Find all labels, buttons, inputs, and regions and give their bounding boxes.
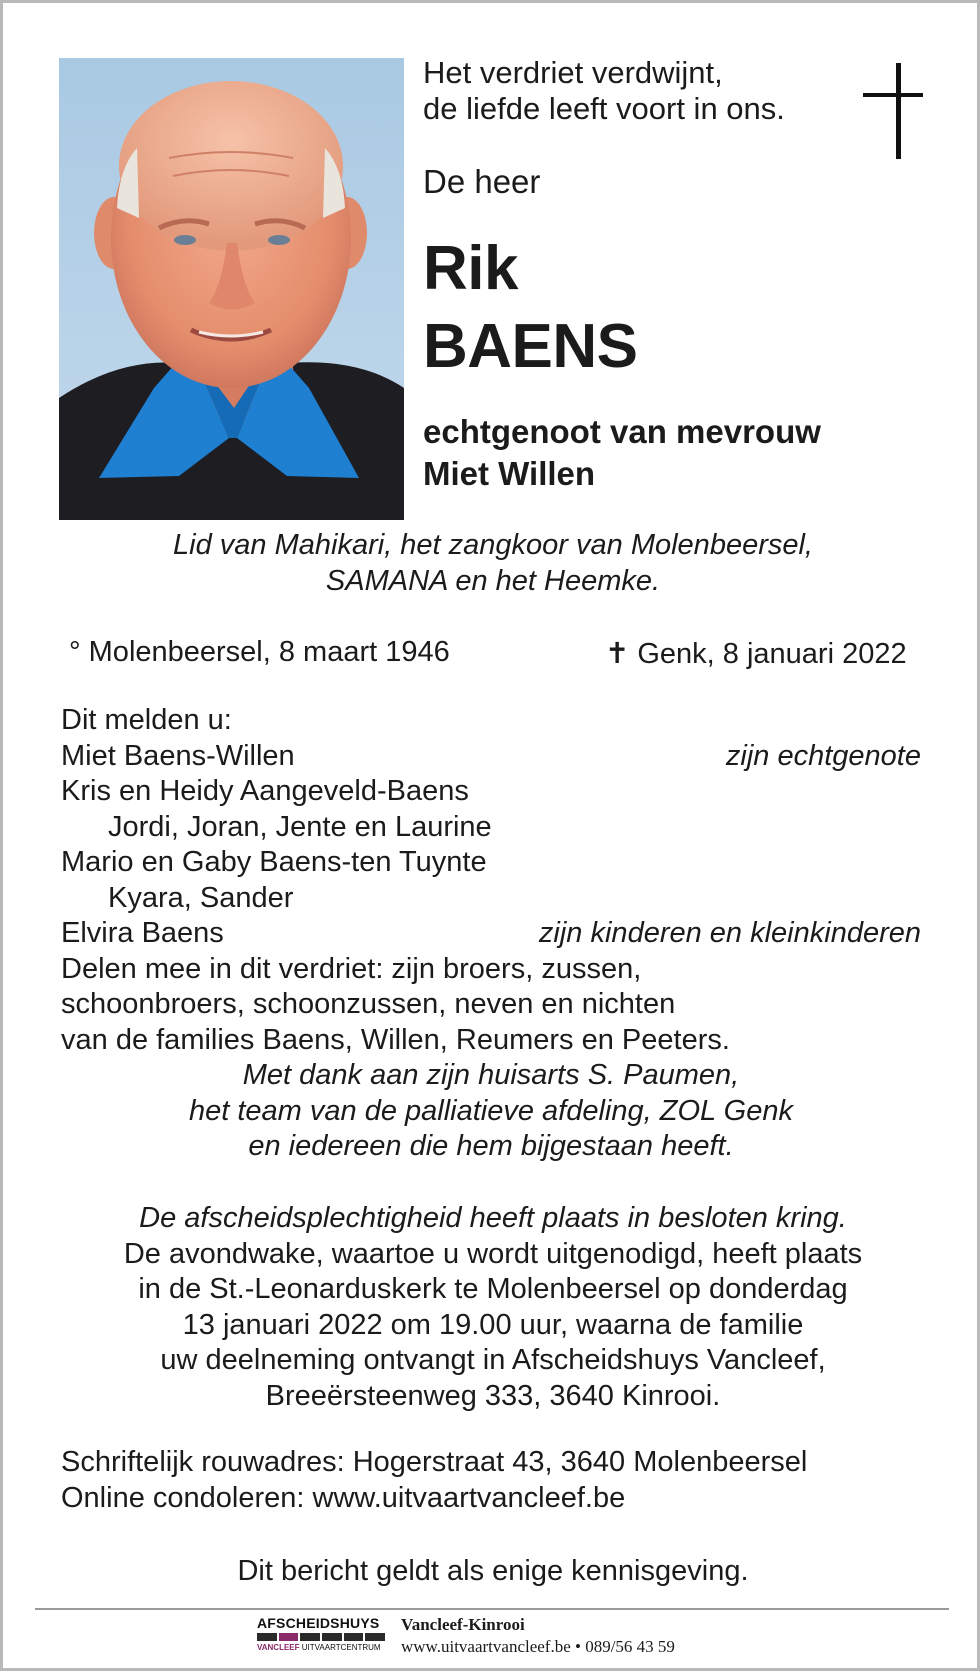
divider <box>35 1608 949 1610</box>
logo-rest: UITVAARTCENTRUM <box>301 1643 381 1652</box>
also-line: Delen mee in dit verdriet: zijn broers, zussen, <box>61 952 642 985</box>
opening-quote <box>423 55 785 127</box>
ceremony-line: uw deelneming ontvangt in Afscheidshuys Vancleef, <box>160 1344 826 1376</box>
family-row <box>61 739 921 775</box>
ceremony-line: Breeërsteenweg 333, 3640 Kinrooi. <box>265 1379 721 1412</box>
child-name: Elvira Baens <box>61 917 224 949</box>
thanks-line: Met dank aan zijn huisarts S. Paumen, <box>242 1059 740 1091</box>
contact-info <box>61 1445 807 1516</box>
logo-title: AFSCHEIDSHUYS <box>257 1615 380 1631</box>
ceremony-line: in de St.-Leonarduskerk te Molenbeersel op donderdag <box>138 1273 848 1305</box>
spouse-label: echtgenoot van mevrouw <box>423 413 821 450</box>
family-row: Kris en Heidy Aangeveld-Baens <box>61 775 469 807</box>
logo-bar <box>257 1633 385 1641</box>
ceremony-info <box>3 1201 980 1414</box>
ceremony-line: De avondwake, waartoe u wordt uitgenodigd, heeft plaats <box>123 1237 863 1270</box>
family-intro: Dit melden u: <box>61 704 232 736</box>
last-name: BAENS <box>423 312 638 381</box>
thanks-line: het team van de palliatieve afdeling, ZOL Genk <box>188 1094 793 1127</box>
spouse-family-name: Miet Baens-Willen <box>61 739 295 772</box>
cross-icon <box>863 63 933 163</box>
company-name: Vancleef-Kinrooi <box>401 1615 525 1634</box>
death-date: ✝ Genk, 8 januari 2022 <box>605 638 907 670</box>
family-list <box>61 703 921 1165</box>
membership-line: Lid van Mahikari, het zangkoor van Molenbeersel, <box>173 529 813 561</box>
quote-line: Het verdriet verdwijnt, <box>423 55 723 90</box>
funeral-home-logo <box>257 1615 385 1652</box>
ceremony-private-line: De afscheidsplechtigheid heeft plaats in besloten kring. <box>139 1202 847 1234</box>
relation-label: zijn echtgenote <box>725 739 921 772</box>
relation-label: zijn kinderen en kleinkinderen <box>538 917 921 949</box>
first-name: Rik <box>423 234 518 303</box>
notice-text: Dit bericht geldt als enige kennisgeving. <box>237 1555 749 1587</box>
birth-date: ° Molenbeersel, 8 maart 1946 <box>69 636 450 668</box>
spouse-line <box>423 411 821 495</box>
salutation: De heer <box>423 163 541 200</box>
thanks-line: en iedereen die hem bijgestaan heeft. <box>248 1130 734 1162</box>
family-row: Mario en Gaby Baens-ten Tuynte <box>61 846 487 878</box>
company-contact: www.uitvaartvancleef.be • 089/56 43 59 <box>401 1637 675 1656</box>
logo-subtitle <box>257 1643 385 1652</box>
grandchildren-row: Jordi, Joran, Jente en Laurine <box>108 810 492 843</box>
family-row <box>61 916 921 952</box>
online-condolences: Online condoleren: www.uitvaartvancleef.be <box>61 1481 626 1514</box>
also-line: van de families Baens, Willen, Reumers en Peeters. <box>61 1023 730 1056</box>
membership-text <box>3 527 980 599</box>
also-line: schoonbroers, schoonzussen, neven en nichten <box>61 988 676 1020</box>
logo-brand: VANCLEEF <box>257 1643 300 1652</box>
grandchildren-row: Kyara, Sander <box>108 881 294 914</box>
mourning-address: Schriftelijk rouwadres: Hogerstraat 43, 3640 Molenbeersel <box>61 1446 808 1478</box>
spouse-name: Miet Willen <box>423 455 596 492</box>
quote-line: de liefde leeft voort in ons. <box>423 91 785 126</box>
portrait-photo <box>59 58 404 520</box>
membership-line: SAMANA en het Heemke. <box>325 565 661 597</box>
ceremony-line: 13 januari 2022 om 19.00 uur, waarna de familie <box>182 1308 804 1341</box>
thanks-text <box>61 1058 921 1165</box>
